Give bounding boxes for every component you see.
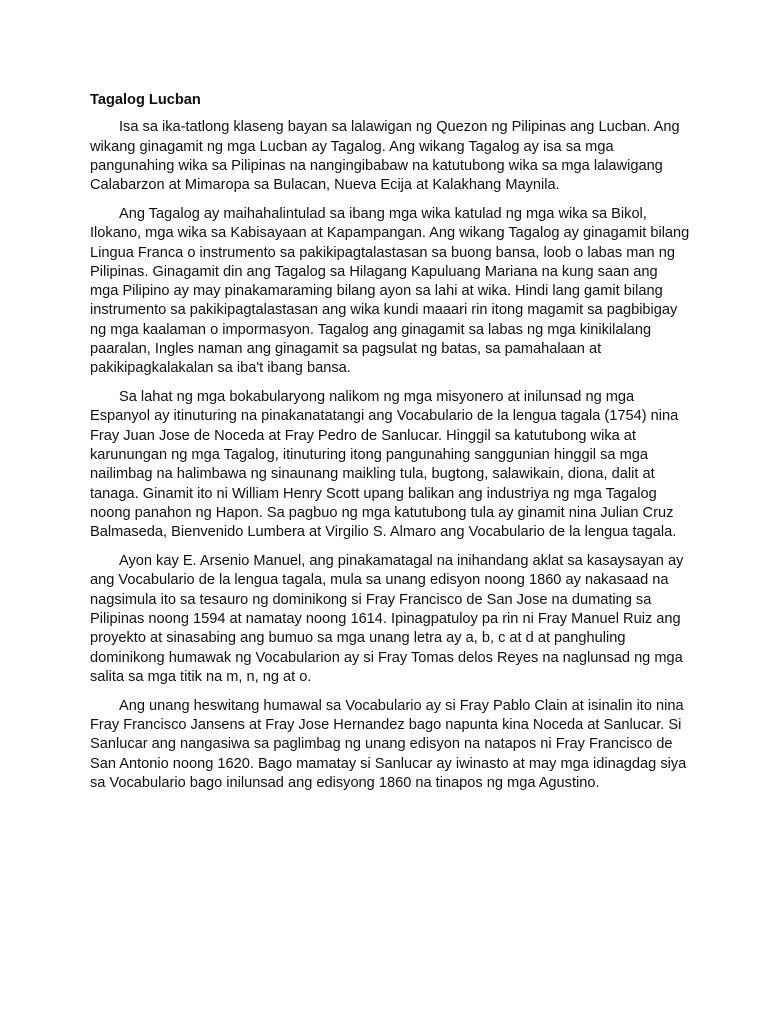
paragraph-4: Ayon kay E. Arsenio Manuel, ang pinakamatagal na inihandang aklat sa kasaysayan ay ang Vocabulario de la lengua tagala, mula sa unang edisyon noong 1860 ay nakasaad na nagsimula ito sa tesauro ng dominikong si Fray Francisco de San Jose na dumating sa Pilipinas noong 1594 at namatay noong 1614. Ipinagpatuloy pa rin ni Fray Manuel Ruiz ang proyekto at sinasabing ang bumuo sa mga unang letra ay a, b, c at d at panghuling dominikong humawak ng Vocabularion ay si Fray Tomas delos Reyes na naglunsad ng mga salita sa mga titik na m, n, ng at o. [90, 553, 684, 685]
paragraph-3: Sa lahat ng mga bokabularyong nalikom ng mga misyonero at inilunsad ng mga Espanyol ay itinuturing na pinakanatatangi ang Vocabulario de la lengua tagala (1754) nina Fray Juan Jose de Noceda at Fray Pedro de Sanlucar. Hinggil sa katutubong wika at karunungan ng mga Tagalog, itinuturing itong pangunahing sanggunian hinggil sa mga nailimbag na halimbawa ng sinaunang maikling tula, bugtong, salawikain, diona, dalit at tanaga. Ginamit ito ni William Henry Scott upang balikan ang industriya ng mga Tagalog noong panahon ng Hapon. Sa pagbuo ng mga katutubong tula ay ginamit nina Julian Cruz Balmaseda, Bienvenido Lumbera at Virgilio S. Almaro ang Vocabulario de la lengua tagala. [90, 389, 679, 541]
document-title: Tagalog Lucban [90, 92, 201, 108]
paragraph-5: Ang unang heswitang humawal sa Vocabulario ay si Fray Pablo Clain at isinalin ito nina Fray Francisco Jansens at Fray Jose Hernandez bago napunta kina Noceda at Sanlucar. Si Sanlucar ang nangasiwa sa paglimbag ng unang edisyon na natapos ni Fray Francisco de San Antonio noong 1620. Bago mamatay si Sanlucar ay iwinasto at may mga idinagdag siya sa Vocabulario bago inilunsad ang edisyong 1860 na tinapos ng mga Agustino. [90, 697, 687, 791]
paragraph-1: Isa sa ika-tatlong klaseng bayan sa lalawigan ng Quezon ng Pilipinas ang Lucban. Ang wikang ginagamit ng mga Lucban ay Tagalog. Ang wikang Tagalog ay isa sa mga pangunahing wika sa Pilipinas na nangingibabaw na katutubong wika sa mga lalawigang Calabarzon at Mimaropa sa Bulacan, Nueva Ecija at Kalakhang Maynila. [90, 119, 680, 194]
paragraph-2: Ang Tagalog ay maihahalintulad sa ibang mga wika katulad ng mga wika sa Bikol, Ilokano, mga wika sa Kabisayaan at Kapampangan. Ang wikang Tagalog ay ginagamit bilang Lingua Franca o instrumento sa pakikipagtalastasan sa buong bansa, loob o labas man ng Pilipinas. Ginagamit din ang Tagalog sa Hilagang Kapuluang Mariana na kung saan ang mga Pilipino ay may pinakamaraming bilang ayon sa lahi at wika. Hindi lang gamit bilang instrumento sa pakikipagtalastasan ang wika kundi maaari rin itong magamit sa pagbibigay ng mga kaalaman o impormasyon. Tagalog ang ginagamit sa labas ng mga kinikilalang paaralan, Ingles naman ang ginagamit sa pagsulat ng batas, sa pamahalaan at pakikipagkalakalan sa iba't ibang bansa. [90, 205, 690, 377]
document-page [90, 91, 690, 803]
